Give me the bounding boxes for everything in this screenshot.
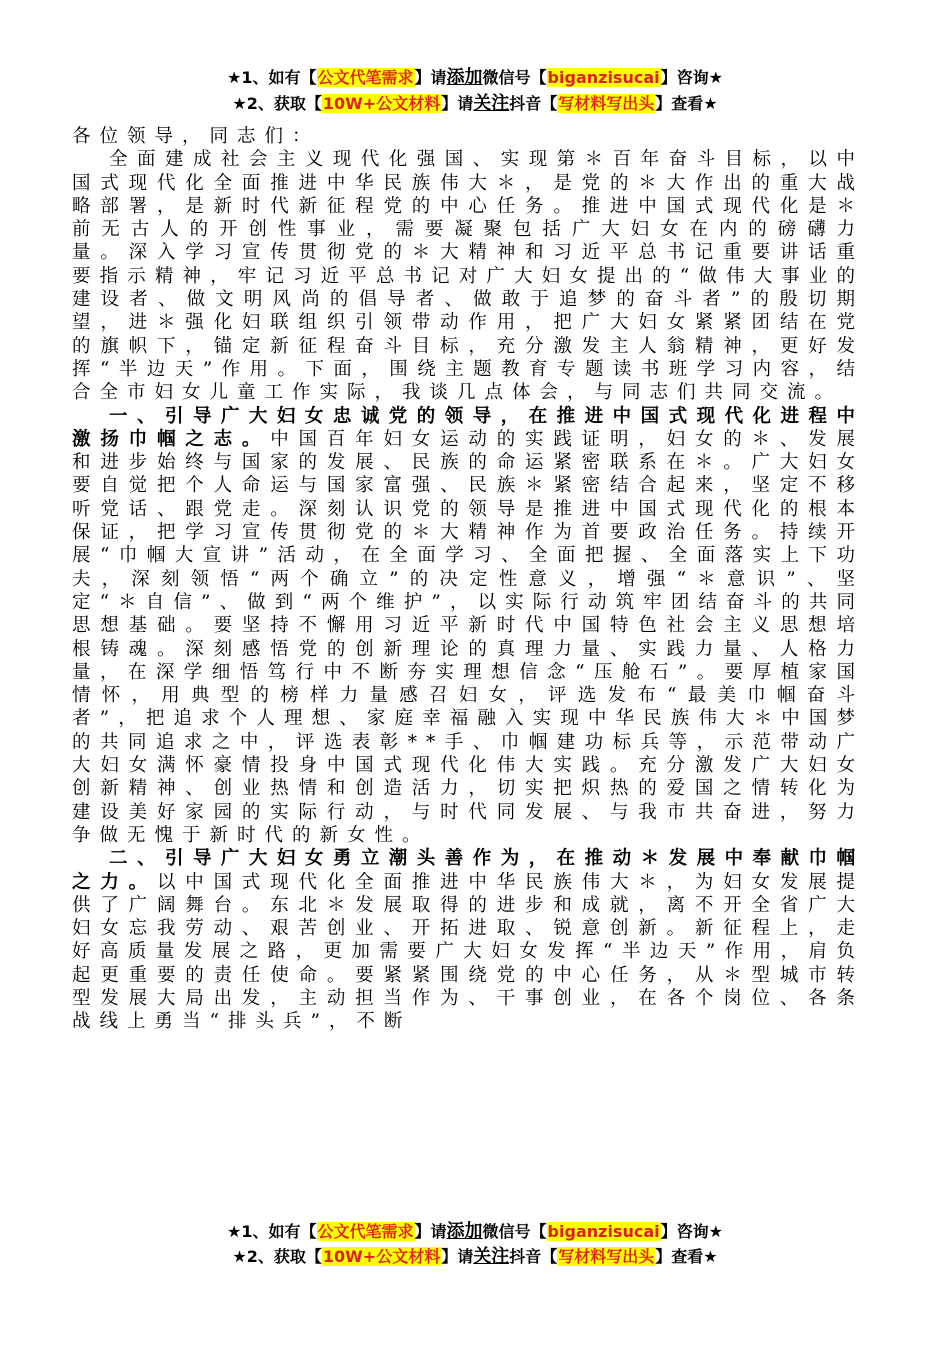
section-1-body: 中国百年妇女运动的实践证明，妇女的＊、发展和进步始终与国家的发展、民族的命运紧密联系在＊。广大妇女要自觉把个人命运与国家富强、民族＊紧密结合起来，坚定不移听党话、跟党走。深刻认识党的领导是推进中国式现代化的根本保证，把学习宣传贯彻党的＊大精神作为首要政治任务。持续开展“巾帼大宣讲”活动，在全面学习、全面把握、全面落实上下功夫，深刻领悟“两个确立”的决定性意义，增强“＊意识”、坚定“＊自信”、做到“两个维护”，以实际行动筑牢团结奋斗的共同思想基础。要坚持不懈用习近平新时代中国特色社会主义思想培根铸魂。深刻感悟党的创新理论的真理力量、实践力量、人格力量，在深学细悟笃行中不断夯实理想信念“压舱石”。要厚植家国情怀，用典型的榜样力量感召妇女，评选发布“最美巾帼奋斗者”，把追求个人理想、家庭幸福融入实现中华民族伟大＊中国梦的共同追求之中，评选表彰**手、巾帼建功标兵等，示范带动广大妇女满怀豪情投身中国式现代化伟大实践。充分激发广大妇女创新精神、创业热情和创造活力，切实把炽热的爱国之情转化为建设美好家园的实际行动，与时代同发展、与我市共奋进，努力争做无愧于新时代的新女性。 xyxy=(72,428,864,846)
banner-text: ★1、如有【 xyxy=(227,1222,317,1241)
banner-wechat-id: biganzisucai xyxy=(547,68,660,87)
promo-banner-bottom-line1 xyxy=(0,1220,950,1244)
section-1-heading: 一、引导广大妇女忠诚党的领导，在推进中国式现代化进程中激扬巾帼之志。 xyxy=(72,405,864,450)
promo-banner-bottom-line2 xyxy=(0,1245,950,1269)
promo-banner-top-line2 xyxy=(0,92,950,116)
banner-text: 】请 xyxy=(441,94,474,113)
banner-douyin-id: 写材料写出头 xyxy=(558,94,655,113)
banner-text: 】咨询★ xyxy=(660,68,723,87)
banner-text: 】咨询★ xyxy=(660,1222,723,1241)
banner-text: 微信号【 xyxy=(482,1222,547,1241)
speech-document xyxy=(72,125,864,1034)
banner-wechat-id: biganzisucai xyxy=(547,1222,660,1241)
salutation: 各位领导，同志们： xyxy=(72,126,320,147)
banner-highlight: 公文代笔需求 xyxy=(317,1222,414,1241)
banner-highlight: 10W+公文材料 xyxy=(322,1247,441,1266)
banner-text: ★2、获取【 xyxy=(232,94,322,113)
banner-douyin-id: 写材料写出头 xyxy=(558,1247,655,1266)
banner-emphasis: 添加 xyxy=(446,67,483,88)
banner-text: 】查看★ xyxy=(655,94,718,113)
section-2-body: 以中国式现代化全面推进中华民族伟大＊，为妇女发展提供了广阔舞台。东北＊发展取得的进步和成就，离不开全省广大妇女忘我劳动、艰苦创业、开拓进取、锐意创新。新征程上，走好高质量发展之路，更加需要广大妇女发挥“半边天”作用，肩负起更重要的责任使命。要紧紧围绕党的中心任务，从＊型城市转型发展大局出发，主动担当作为、干事创业，在各个岗位、各条战线上勇当“排头兵”，不断 xyxy=(72,871,864,1033)
banner-emphasis: 关注 xyxy=(473,93,510,114)
banner-text: 微信号【 xyxy=(482,68,547,87)
banner-emphasis: 添加 xyxy=(446,1221,483,1242)
banner-text: ★1、如有【 xyxy=(227,68,317,87)
banner-text: ★2、获取【 xyxy=(232,1247,322,1266)
section-1-paragraph xyxy=(72,405,864,848)
banner-text: 抖音【 xyxy=(509,1247,558,1266)
banner-text: 】请 xyxy=(414,1222,447,1241)
banner-text: 】请 xyxy=(414,68,447,87)
banner-emphasis: 关注 xyxy=(473,1246,510,1267)
banner-highlight: 10W+公文材料 xyxy=(322,94,441,113)
promo-banner-top-line1 xyxy=(0,66,950,90)
banner-text: 抖音【 xyxy=(509,94,558,113)
intro-paragraph: 全面建成社会主义现代化强国、实现第＊百年奋斗目标，以中国式现代化全面推进中华民族伟大＊，是党的＊大作出的重大战略部署，是新时代新征程党的中心任务。推进中国式现代化是＊前无古人的开创性事业，需要凝聚包括广大妇女在内的磅礴力量。深入学习宣传贯彻党的＊大精神和习近平总书记重要讲话重要指示精神，牢记习近平总书记对广大妇女提出的“做伟大事业的建设者、做文明风尚的倡导者、做敢于追梦的奋斗者”的殷切期望，进＊强化妇联组织引领带动作用，把广大妇女紧紧团结在党的旗帜下，锚定新征程奋斗目标，充分激发主人翁精神，更好发挥“半边天”作用。下面，围绕主题教育专题读书班学习内容，结合全市妇女儿童工作实际，我谈几点体会，与同志们共同交流。 xyxy=(72,149,864,404)
banner-text: 】查看★ xyxy=(655,1247,718,1266)
section-2-paragraph xyxy=(72,847,864,1033)
banner-highlight: 公文代笔需求 xyxy=(317,68,414,87)
section-2-heading: 二、引导广大妇女勇立潮头善作为，在推动＊发展中奉献巾帼之力。 xyxy=(72,848,864,893)
banner-text: 】请 xyxy=(441,1247,474,1266)
